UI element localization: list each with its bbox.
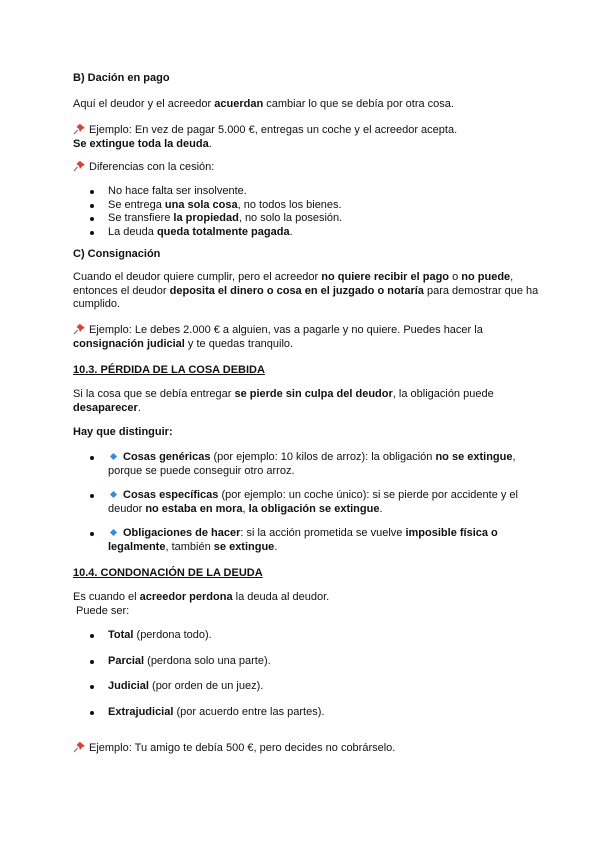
list-item: Extrajudicial (por acuerdo entre las partes).: [73, 706, 540, 720]
pushpin-icon: [73, 160, 86, 171]
dacion-example: Ejemplo: En vez de pagar 5.000 €, entregas un coche y el acreedor acepta. Se extingue toda la deuda.: [73, 124, 458, 150]
dacion-diferencias-list: [73, 185, 540, 239]
pushpin-icon: [73, 741, 86, 752]
heading-condonacion: 10.4. CONDONACIÓN DE LA DEUDA: [73, 567, 263, 579]
perdida-distinguir: Hay que distinguir:: [73, 426, 173, 438]
diamond-icon: [110, 491, 117, 498]
perdida-list: [73, 451, 540, 554]
list-item: Obligaciones de hacer: si la acción prometida se vuelve imposible física o legalmente, también se extingue.: [73, 527, 540, 554]
list-item: Parcial (perdona solo una parte).: [73, 655, 540, 669]
heading-dacion: B) Dación en pago: [73, 72, 170, 84]
list-item: Judicial (por orden de un juez).: [73, 680, 540, 694]
list-item: Se entrega una sola cosa, no todos los bienes.: [73, 199, 540, 213]
diamond-icon: [110, 529, 117, 536]
consignacion-example: Ejemplo: Le debes 2.000 € a alguien, vas a pagarle y no quiere. Puedes hacer la consignación judicial y te quedas tranquilo.: [73, 324, 483, 350]
diamond-icon: [110, 453, 117, 460]
list-item: Cosas genéricas (por ejemplo: 10 kilos de arroz): la obligación no se extingue, porque se puede conseguir otro arroz.: [73, 451, 540, 478]
consignacion-para: Cuando el deudor quiere cumplir, pero el acreedor no quiere recibir el pago o no puede, entonces el deudor deposita el dinero o cosa en el juzgado o notaría para demostrar que ha cumplido.: [73, 271, 539, 310]
list-item: Se transfiere la propiedad, no solo la posesión.: [73, 212, 540, 226]
dacion-intro: Aquí el deudor y el acreedor acuerdan cambiar lo que se debía por otra cosa.: [73, 98, 454, 110]
condonacion-para: Es cuando el acreedor perdona la deuda al deudor. Puede ser:: [73, 591, 330, 617]
condonacion-example: Ejemplo: Tu amigo te debía 500 €, pero decides no cobrárselo.: [73, 741, 540, 756]
pushpin-icon: [73, 323, 86, 334]
list-item: Cosas específicas (por ejemplo: un coche único): si se pierde por accidente y el deudor no estaba en mora, la obligación se extingue.: [73, 489, 540, 516]
list-item: No hace falta ser insolvente.: [73, 185, 540, 199]
heading-consignacion: C) Consignación: [73, 248, 161, 260]
condonacion-list: [73, 629, 540, 719]
perdida-para: Si la cosa que se debía entregar se pierde sin culpa del deudor, la obligación puede desaparecer.: [73, 388, 494, 414]
heading-perdida: 10.3. PÉRDIDA DE LA COSA DEBIDA: [73, 364, 265, 376]
list-item: Total (perdona todo).: [73, 629, 540, 643]
pushpin-icon: [73, 123, 86, 134]
list-item: La deuda queda totalmente pagada.: [73, 226, 540, 240]
dacion-diferencias-label: Diferencias con la cesión:: [73, 160, 540, 175]
